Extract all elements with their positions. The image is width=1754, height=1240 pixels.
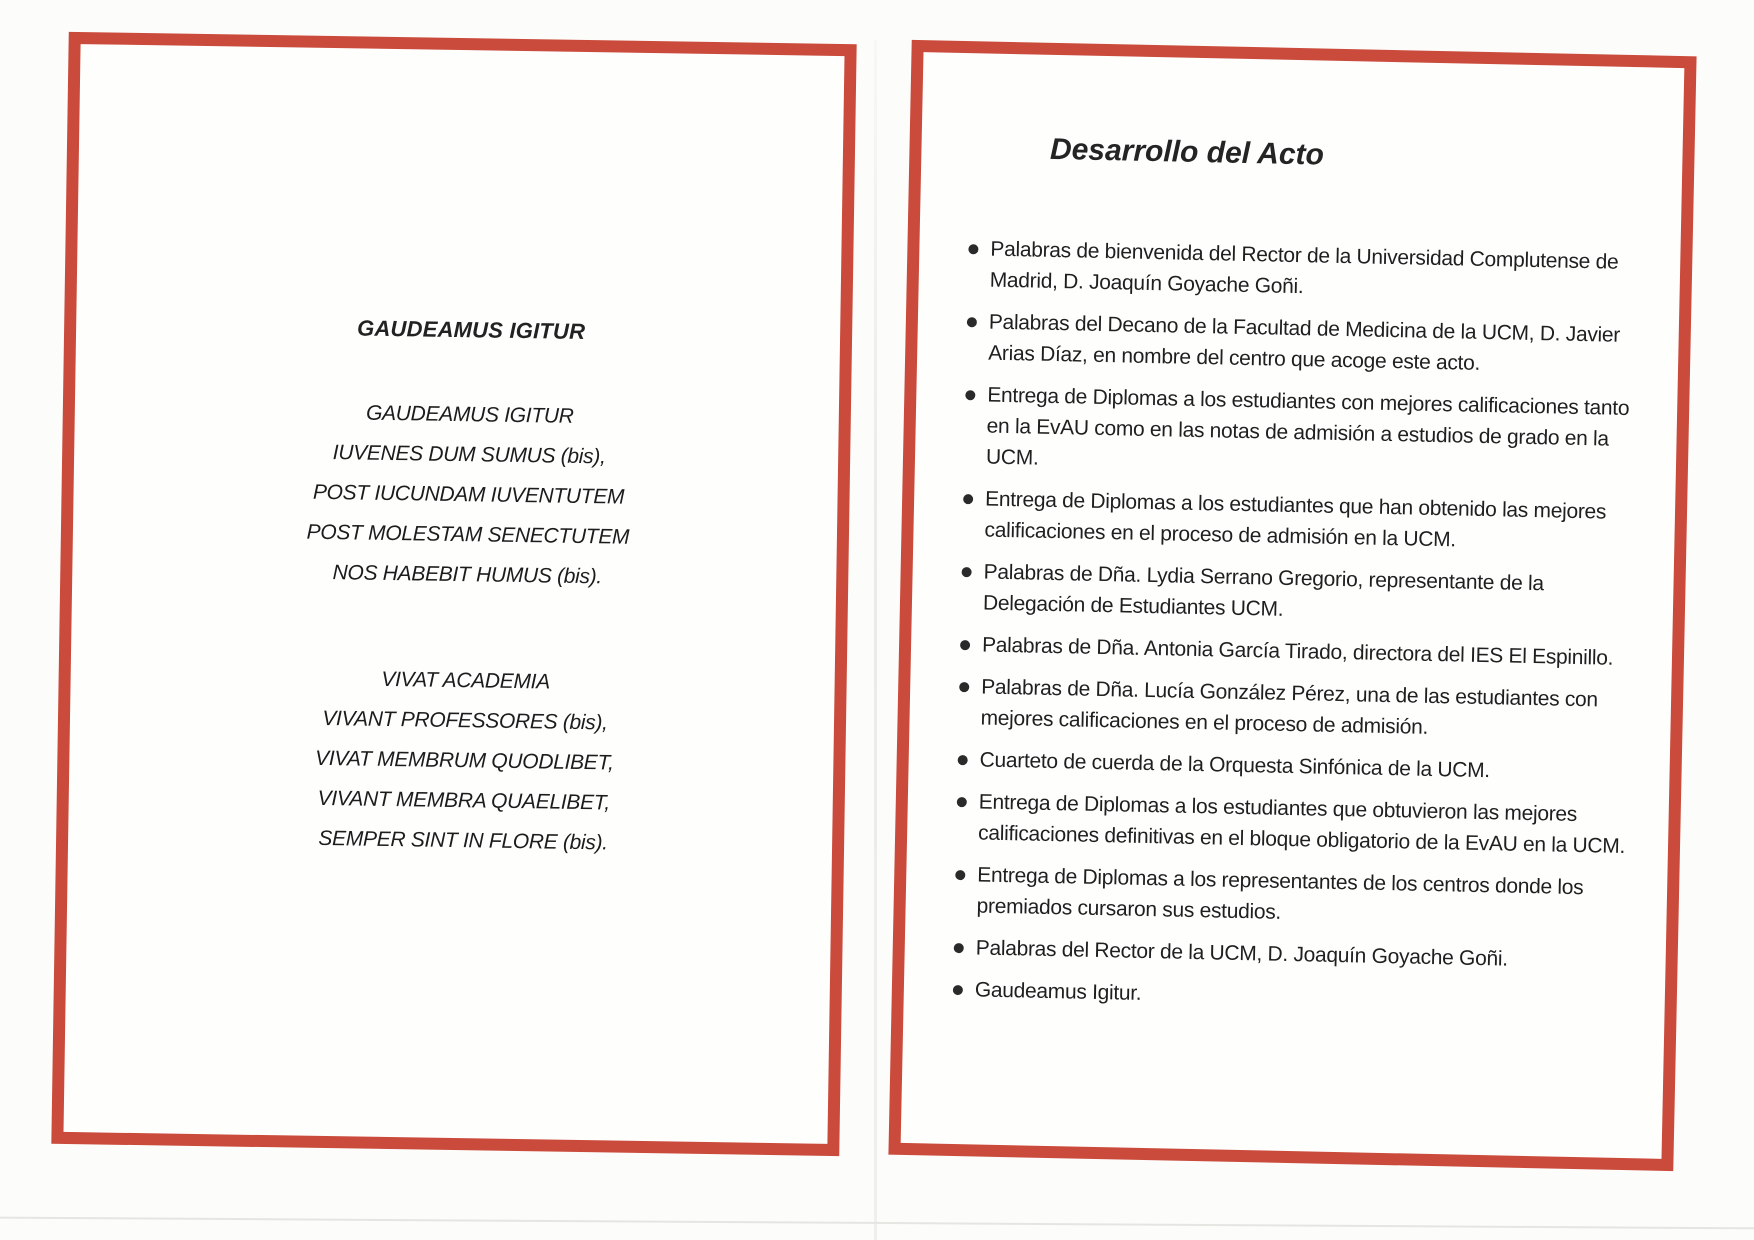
agenda-list xyxy=(904,232,1643,1019)
bullet-dot xyxy=(958,755,968,765)
agenda-item-text: Palabras del Decano de la Facultad de Medicina de la UCM, D. Javier Arias Díaz, en nombre del centro que acoge este acto. xyxy=(987,310,1621,375)
hymn-line: NOS HABEBIT HUMUS (bis). xyxy=(332,561,603,589)
agenda-item xyxy=(967,233,1642,309)
agenda-item-text: Palabras del Rector de la UCM, D. Joaquín Goyache Goñi. xyxy=(975,936,1508,971)
agenda-item xyxy=(964,379,1640,486)
agenda-item xyxy=(958,671,1633,747)
hymn-line: VIVAT MEMBRUM QUODLIBET, xyxy=(314,746,614,775)
agenda-item xyxy=(954,859,1629,935)
scan-artifact-line xyxy=(0,1217,1754,1230)
programme-title: Desarrollo del Acto xyxy=(1049,132,1325,172)
agenda-item-text: Palabras de Dña. Antonia García Tirado, directora del IES El Espinillo. xyxy=(981,633,1614,670)
agenda-item xyxy=(956,786,1631,862)
agenda-item xyxy=(966,306,1641,382)
hymn-line: IUVENES DUM SUMUS (bis), xyxy=(332,441,606,469)
hymn-stanza-1 xyxy=(85,389,852,601)
hymn-line: SEMPER SINT IN FLORE (bis). xyxy=(318,826,609,855)
bullet-dot xyxy=(963,494,973,504)
agenda-item-text: Cuarteto de cuerda de la Orquesta Sinfónica de la UCM. xyxy=(979,748,1491,783)
agenda-item-text: Entrega de Diplomas a los estudiantes con mejores calificaciones tanto en la EvAU como en las notas de admisión a estudios de grado en la UCM. xyxy=(985,383,1630,470)
agenda-item xyxy=(960,629,1635,674)
programme-block xyxy=(901,52,1685,1159)
agenda-item xyxy=(957,744,1632,789)
hymn-line: VIVANT PROFESSORES (bis), xyxy=(322,706,608,735)
agenda-item xyxy=(953,974,1628,1019)
bullet-dot xyxy=(967,317,977,327)
agenda-item-text: Palabras de Dña. Lucía González Pérez, una de las estudiantes con mejores calificaciones en el proceso de admisión. xyxy=(980,675,1599,739)
hymn-line: VIVAT ACADEMIA xyxy=(381,667,551,694)
bullet-dot xyxy=(957,797,967,807)
agenda-item-text: Palabras de Dña. Lydia Serrano Gregorio, representante de la Delegación de Estudiantes UCM. xyxy=(982,560,1545,621)
hymn-block xyxy=(77,44,858,1144)
bullet-dot xyxy=(960,640,970,650)
hymn-title: GAUDEAMUS IGITUR xyxy=(356,315,586,345)
agenda-item-text: Palabras de bienvenida del Rector de la Universidad Complutense de Madrid, D. Joaquín Goyache Goñi. xyxy=(989,237,1619,299)
right-page xyxy=(888,40,1696,1171)
bullet-dot xyxy=(954,943,964,953)
hymn-line: POST MOLESTAM SENECTUTEM xyxy=(306,520,630,549)
bullet-dot xyxy=(962,567,972,577)
agenda-item-text: Entrega de Diplomas a los estudiantes que obtuvieron las mejores calificaciones definitivas en el bloque obligatorio de la EvAU en la UCM. xyxy=(977,790,1626,859)
bullet-dot xyxy=(955,870,965,880)
agenda-item-text: Entrega de Diplomas a los estudiantes que han obtenido las mejores calificaciones en el proceso de admisión en la UCM. xyxy=(984,487,1607,552)
agenda-item xyxy=(961,556,1636,632)
bullet-dot xyxy=(953,985,963,995)
agenda-item xyxy=(962,483,1637,559)
bullet-dot xyxy=(959,682,969,692)
hymn-line: POST IUCUNDAM IUVENTUTEM xyxy=(312,480,625,509)
hymn-stanza-2 xyxy=(81,655,848,867)
hymn-line: VIVANT MEMBRA QUAELIBET, xyxy=(317,786,611,815)
hymn-line: GAUDEAMUS IGITUR xyxy=(365,401,574,428)
bullet-dot xyxy=(968,244,978,254)
bullet-dot xyxy=(965,390,975,400)
left-page xyxy=(51,32,856,1156)
page-fold-crease xyxy=(874,40,877,1240)
agenda-item xyxy=(953,932,1628,977)
agenda-item-text: Entrega de Diplomas a los representantes de los centros donde los premiados cursaron sus estudios. xyxy=(976,863,1584,924)
agenda-item-text: Gaudeamus Igitur. xyxy=(974,978,1142,1005)
